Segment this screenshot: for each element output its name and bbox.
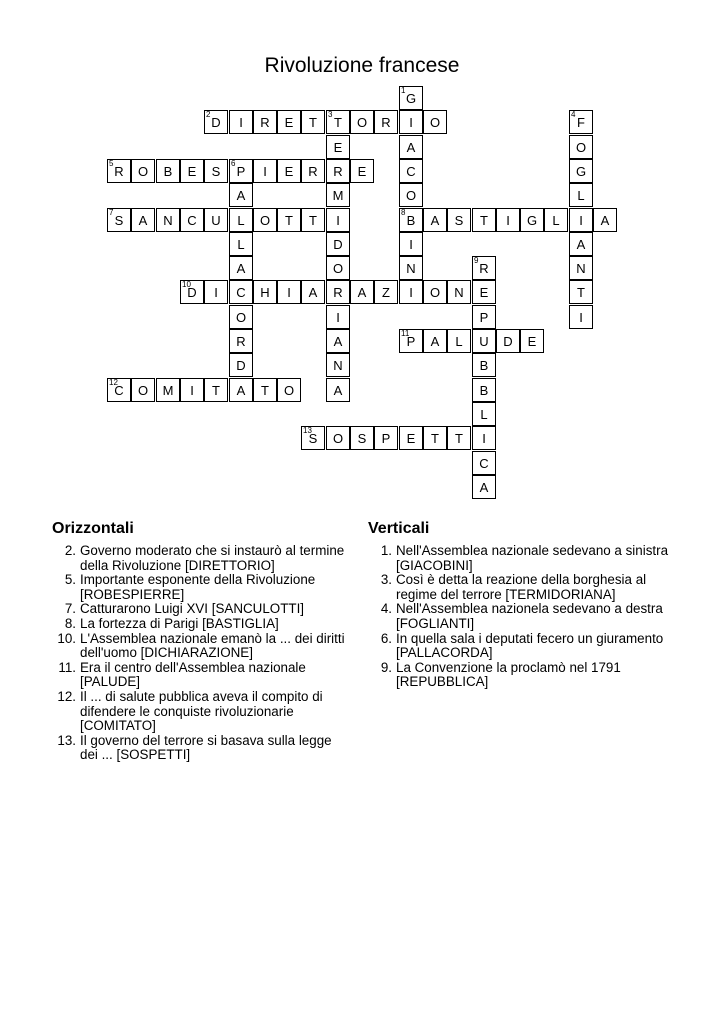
cell-letter: N bbox=[454, 285, 464, 300]
cell-letter: R bbox=[308, 164, 318, 179]
cell-letter: C bbox=[187, 213, 197, 228]
across-clue bbox=[52, 573, 352, 602]
grid-cell[interactable] bbox=[229, 353, 253, 377]
cell-letter: U bbox=[211, 213, 221, 228]
clue-number: 7 bbox=[109, 208, 114, 217]
clue-number: 12 bbox=[109, 378, 118, 387]
cell-letter: I bbox=[409, 237, 413, 252]
grid-cell[interactable] bbox=[423, 329, 447, 353]
cell-letter: I bbox=[263, 164, 267, 179]
down-clue bbox=[368, 544, 668, 573]
down-clue bbox=[368, 573, 668, 602]
grid-cell[interactable] bbox=[277, 378, 301, 402]
grid-cell[interactable] bbox=[253, 110, 277, 134]
clue-text: Nell'Assemblea nazionale sedevano a sinistra [GIACOBINI] bbox=[396, 543, 669, 573]
grid-cell[interactable] bbox=[326, 426, 350, 450]
cell-letter: C bbox=[479, 456, 489, 471]
grid-cell[interactable] bbox=[326, 353, 350, 377]
cell-letter: E bbox=[479, 285, 489, 300]
cell-letter: B bbox=[479, 358, 489, 373]
grid-cell[interactable] bbox=[399, 86, 423, 110]
grid-cell[interactable] bbox=[301, 280, 325, 304]
cell-letter: E bbox=[406, 431, 416, 446]
cell-letter: T bbox=[455, 431, 463, 446]
grid-cell[interactable] bbox=[301, 208, 325, 232]
cell-letter: A bbox=[236, 261, 246, 276]
cell-letter: E bbox=[357, 164, 367, 179]
cell-letter: E bbox=[187, 164, 197, 179]
across-clue bbox=[52, 544, 352, 573]
cell-letter: T bbox=[309, 115, 317, 130]
cell-letter: S bbox=[357, 431, 367, 446]
grid-cell[interactable] bbox=[423, 110, 447, 134]
cell-letter: E bbox=[333, 140, 343, 155]
cell-letter: E bbox=[284, 115, 294, 130]
cell-letter: I bbox=[336, 213, 340, 228]
clue-text: Il governo del terrore si basava sulla legge dei ... [SOSPETTI] bbox=[80, 732, 332, 763]
cell-letter: T bbox=[480, 213, 488, 228]
grid-cell[interactable] bbox=[326, 183, 350, 207]
grid-cell[interactable] bbox=[204, 280, 228, 304]
cell-letter: O bbox=[259, 213, 271, 228]
clue-text: Importante esponente della Rivoluzione [ROBESPIERRE] bbox=[80, 572, 316, 602]
grid-cell[interactable] bbox=[399, 232, 423, 256]
grid-cell[interactable] bbox=[472, 256, 496, 280]
clue-number: 9 bbox=[474, 256, 479, 265]
across-clue bbox=[52, 661, 352, 690]
cell-letter: A bbox=[333, 383, 343, 398]
cell-letter: L bbox=[552, 213, 560, 228]
cell-letter: D bbox=[333, 237, 343, 252]
cell-letter: A bbox=[600, 213, 610, 228]
cell-letter: S bbox=[454, 213, 464, 228]
grid-cell[interactable] bbox=[180, 208, 204, 232]
clue-text: Governo moderato che si instaurò al termine della Rivoluzione [DIRETTORIO] bbox=[80, 543, 345, 573]
grid-cell[interactable] bbox=[326, 110, 350, 134]
clue-number-label: 7. bbox=[64, 601, 76, 617]
cell-letter: O bbox=[137, 383, 149, 398]
grid-cell[interactable] bbox=[569, 305, 593, 329]
cell-letter: I bbox=[409, 115, 413, 130]
grid-cell[interactable] bbox=[253, 208, 277, 232]
grid-cell[interactable] bbox=[301, 110, 325, 134]
grid-cell[interactable] bbox=[472, 378, 496, 402]
cell-letter: L bbox=[577, 188, 585, 203]
cell-letter: D bbox=[211, 115, 221, 130]
grid-cell[interactable] bbox=[496, 208, 520, 232]
grid-cell[interactable] bbox=[277, 110, 301, 134]
clue-number-label: 12. bbox=[57, 688, 76, 704]
clue-number: 3 bbox=[328, 110, 333, 119]
grid-cell[interactable] bbox=[229, 329, 253, 353]
cell-letter: M bbox=[162, 383, 174, 398]
cell-letter: H bbox=[260, 285, 270, 300]
cell-letter: R bbox=[381, 115, 391, 130]
grid-cell[interactable] bbox=[180, 378, 204, 402]
clue-text: La Convenzione la proclamò nel 1791 [REPUBBLICA] bbox=[396, 659, 621, 690]
cell-letter: O bbox=[405, 188, 417, 203]
clue-text: In quella sala i deputati fecero un giuramento [PALLACORDA] bbox=[396, 630, 664, 661]
grid-cell[interactable] bbox=[326, 135, 350, 159]
cell-letter: L bbox=[455, 334, 463, 349]
across-heading: Orizzontali bbox=[52, 520, 134, 537]
grid-cell[interactable] bbox=[447, 426, 471, 450]
cell-letter: O bbox=[332, 261, 344, 276]
cell-letter: T bbox=[212, 383, 220, 398]
cell-letter: T bbox=[261, 383, 269, 398]
grid-cell[interactable] bbox=[204, 110, 228, 134]
cell-letter: T bbox=[309, 213, 317, 228]
clue-text: Catturarono Luigi XVI [SANCULOTTI] bbox=[80, 601, 305, 617]
cell-letter: D bbox=[236, 358, 246, 373]
cell-letter: E bbox=[284, 164, 294, 179]
grid-cell[interactable] bbox=[277, 280, 301, 304]
grid-cell[interactable] bbox=[399, 110, 423, 134]
grid-cell[interactable] bbox=[350, 110, 374, 134]
clue-number: 4 bbox=[571, 110, 576, 119]
cell-letter: A bbox=[236, 383, 246, 398]
cell-letter: A bbox=[138, 213, 148, 228]
clue-text: La fortezza di Parigi [BASTIGLIA] bbox=[80, 615, 279, 631]
grid-cell[interactable] bbox=[326, 329, 350, 353]
cell-letter: R bbox=[479, 261, 489, 276]
cell-letter: D bbox=[503, 334, 513, 349]
grid-cell[interactable] bbox=[569, 110, 593, 134]
grid-cell[interactable] bbox=[399, 426, 423, 450]
clue-number-label: 5. bbox=[64, 572, 76, 588]
grid-cell[interactable] bbox=[180, 159, 204, 183]
grid-cell[interactable] bbox=[326, 159, 350, 183]
cell-letter: S bbox=[211, 164, 221, 179]
clue-number-label: 10. bbox=[57, 630, 76, 646]
grid-cell[interactable] bbox=[569, 232, 593, 256]
cell-letter: A bbox=[576, 237, 586, 252]
across-clue bbox=[52, 602, 352, 617]
clue-number: 1 bbox=[401, 86, 406, 95]
grid-cell[interactable] bbox=[253, 378, 277, 402]
cell-letter: D bbox=[187, 285, 197, 300]
across-clue-list bbox=[52, 544, 352, 763]
cell-letter: T bbox=[431, 431, 439, 446]
grid-cell[interactable] bbox=[569, 159, 593, 183]
grid-cell[interactable] bbox=[229, 378, 253, 402]
cell-letter: C bbox=[406, 164, 416, 179]
cell-letter: R bbox=[236, 334, 246, 349]
page-title: Rivoluzione francese bbox=[264, 54, 460, 77]
cell-letter: T bbox=[577, 285, 585, 300]
clue-number: 11 bbox=[401, 329, 410, 338]
grid-cell[interactable] bbox=[107, 159, 131, 183]
cell-letter: A bbox=[308, 285, 318, 300]
grid-cell[interactable] bbox=[326, 378, 350, 402]
grid-cell[interactable] bbox=[399, 208, 423, 232]
grid-cell[interactable] bbox=[399, 329, 423, 353]
cell-letter: I bbox=[579, 213, 583, 228]
grid-cell[interactable] bbox=[229, 183, 253, 207]
grid-cell[interactable] bbox=[423, 280, 447, 304]
grid-cell[interactable] bbox=[544, 208, 568, 232]
down-clue-list bbox=[368, 544, 668, 690]
clue-number: 10 bbox=[182, 280, 191, 289]
grid-cell[interactable] bbox=[326, 256, 350, 280]
grid-cell[interactable] bbox=[472, 280, 496, 304]
cell-letter: S bbox=[308, 431, 318, 446]
grid-cell[interactable] bbox=[229, 256, 253, 280]
grid-cell[interactable] bbox=[301, 159, 325, 183]
grid-cell[interactable] bbox=[204, 378, 228, 402]
cell-letter: O bbox=[235, 310, 247, 325]
grid-cell[interactable] bbox=[156, 378, 180, 402]
grid-cell[interactable] bbox=[569, 135, 593, 159]
cell-letter: T bbox=[334, 115, 342, 130]
clue-number: 8 bbox=[401, 208, 406, 217]
grid-cell[interactable] bbox=[131, 378, 155, 402]
cell-letter: O bbox=[137, 164, 149, 179]
cell-letter: A bbox=[430, 213, 440, 228]
grid-cell[interactable] bbox=[350, 280, 374, 304]
down-clue bbox=[368, 632, 668, 661]
grid-cell[interactable] bbox=[131, 208, 155, 232]
clue-number-label: 3. bbox=[380, 572, 392, 588]
cell-letter: L bbox=[237, 213, 245, 228]
cell-letter: O bbox=[332, 431, 344, 446]
cell-letter: A bbox=[479, 480, 489, 495]
grid-cell[interactable] bbox=[399, 256, 423, 280]
cell-letter: G bbox=[405, 91, 417, 106]
grid-cell[interactable] bbox=[229, 159, 253, 183]
cell-letter: O bbox=[429, 115, 441, 130]
clue-number-label: 9. bbox=[380, 659, 392, 675]
grid-cell[interactable] bbox=[447, 329, 471, 353]
cell-letter: O bbox=[356, 115, 368, 130]
grid-cell[interactable] bbox=[399, 183, 423, 207]
grid-cell[interactable] bbox=[399, 280, 423, 304]
cell-letter: I bbox=[506, 213, 510, 228]
grid-cell[interactable] bbox=[253, 159, 277, 183]
grid-cell[interactable] bbox=[472, 353, 496, 377]
cell-letter: R bbox=[260, 115, 270, 130]
grid-cell[interactable] bbox=[156, 208, 180, 232]
grid-cell[interactable] bbox=[472, 305, 496, 329]
grid-cell[interactable] bbox=[472, 426, 496, 450]
grid-cell[interactable] bbox=[472, 475, 496, 499]
clue-text: Così è detta la reazione della borghesia al regime del terrore [TERMIDORIANA] bbox=[396, 572, 647, 602]
grid-cell[interactable] bbox=[447, 280, 471, 304]
grid-cell[interactable] bbox=[229, 110, 253, 134]
clue-number: 13 bbox=[303, 426, 312, 435]
grid-cell[interactable] bbox=[374, 426, 398, 450]
cell-letter: L bbox=[480, 407, 488, 422]
clue-number-label: 11. bbox=[58, 659, 76, 675]
across-clue bbox=[52, 617, 352, 632]
clue-text: Era il centro dell'Assemblea nazionale [PALUDE] bbox=[80, 659, 306, 690]
cell-letter: P bbox=[236, 164, 246, 179]
grid-cell[interactable] bbox=[423, 208, 447, 232]
cell-letter: C bbox=[236, 285, 246, 300]
cell-letter: A bbox=[236, 188, 246, 203]
grid-cell[interactable] bbox=[423, 426, 447, 450]
grid-cell[interactable] bbox=[107, 378, 131, 402]
grid-cell[interactable] bbox=[374, 280, 398, 304]
grid-cell[interactable] bbox=[229, 208, 253, 232]
down-clue bbox=[368, 661, 668, 690]
across-clue bbox=[52, 690, 352, 734]
grid-cell[interactable] bbox=[107, 208, 131, 232]
clue-number: 5 bbox=[109, 159, 114, 168]
grid-cell[interactable] bbox=[472, 451, 496, 475]
grid-cell[interactable] bbox=[399, 159, 423, 183]
grid-cell[interactable] bbox=[277, 208, 301, 232]
cell-letter: R bbox=[114, 164, 124, 179]
clue-text: Il ... di salute pubblica aveva il compito di difendere le conquiste rivoluzionarie [COMITATO] bbox=[80, 688, 323, 734]
cell-letter: I bbox=[287, 285, 291, 300]
cell-letter: G bbox=[575, 164, 587, 179]
grid-cell[interactable] bbox=[180, 280, 204, 304]
grid-cell[interactable] bbox=[472, 402, 496, 426]
clue-number-label: 13. bbox=[57, 732, 76, 748]
grid-cell[interactable] bbox=[326, 232, 350, 256]
cell-letter: A bbox=[406, 140, 416, 155]
grid-cell[interactable] bbox=[350, 426, 374, 450]
cell-letter: B bbox=[163, 164, 173, 179]
grid-cell[interactable] bbox=[472, 329, 496, 353]
grid-cell[interactable] bbox=[569, 183, 593, 207]
grid-cell[interactable] bbox=[229, 280, 253, 304]
grid-cell[interactable] bbox=[569, 208, 593, 232]
grid-cell[interactable] bbox=[472, 208, 496, 232]
across-clue bbox=[52, 632, 352, 661]
grid-cell[interactable] bbox=[326, 208, 350, 232]
cell-letter: I bbox=[579, 310, 583, 325]
cell-letter: B bbox=[406, 213, 416, 228]
grid-cell[interactable] bbox=[326, 280, 350, 304]
cell-letter: O bbox=[429, 285, 441, 300]
cell-letter: I bbox=[214, 285, 218, 300]
cell-letter: G bbox=[526, 213, 538, 228]
cell-letter: Z bbox=[382, 285, 390, 300]
cell-letter: N bbox=[576, 261, 586, 276]
grid-cell[interactable] bbox=[569, 256, 593, 280]
cell-letter: I bbox=[336, 310, 340, 325]
grid-cell[interactable] bbox=[447, 208, 471, 232]
across-clues-section bbox=[52, 518, 352, 763]
down-heading: Verticali bbox=[368, 520, 430, 537]
cell-letter: M bbox=[332, 188, 344, 203]
grid-cell[interactable] bbox=[156, 159, 180, 183]
across-clue bbox=[52, 734, 352, 763]
grid-cell[interactable] bbox=[399, 135, 423, 159]
grid-cell[interactable] bbox=[301, 426, 325, 450]
down-clues-section bbox=[368, 518, 668, 690]
cell-letter: U bbox=[479, 334, 489, 349]
grid-cell[interactable] bbox=[520, 208, 544, 232]
clue-number-label: 8. bbox=[64, 615, 76, 631]
grid-cell[interactable] bbox=[593, 208, 617, 232]
cell-letter: S bbox=[114, 213, 124, 228]
grid-cell[interactable] bbox=[326, 305, 350, 329]
cell-letter: C bbox=[114, 383, 124, 398]
cell-letter: L bbox=[237, 237, 245, 252]
cell-letter: N bbox=[333, 358, 343, 373]
clue-text: L'Assemblea nazionale emanò la ... dei diritti dell'uomo [DICHIARAZIONE] bbox=[80, 630, 345, 661]
grid-cell[interactable] bbox=[131, 159, 155, 183]
cell-letter: A bbox=[333, 334, 343, 349]
cell-letter: N bbox=[406, 261, 416, 276]
cell-letter: I bbox=[239, 115, 243, 130]
cell-letter: O bbox=[283, 383, 295, 398]
cell-letter: P bbox=[381, 431, 391, 446]
cell-letter: I bbox=[409, 285, 413, 300]
clue-number-label: 6. bbox=[380, 630, 392, 646]
grid-cell[interactable] bbox=[350, 159, 374, 183]
clue-number: 2 bbox=[206, 110, 211, 119]
cell-letter: B bbox=[479, 383, 489, 398]
grid-cell[interactable] bbox=[253, 280, 277, 304]
clue-text: Nell'Assemblea nazionela sedevano a destra [FOGLIANTI] bbox=[396, 601, 663, 631]
grid-cell[interactable] bbox=[569, 280, 593, 304]
cell-letter: P bbox=[406, 334, 416, 349]
cell-letter: P bbox=[479, 310, 489, 325]
grid-cell[interactable] bbox=[374, 110, 398, 134]
cell-letter: I bbox=[190, 383, 194, 398]
cell-letter: R bbox=[333, 285, 343, 300]
cell-letter: I bbox=[482, 431, 486, 446]
grid-cell[interactable] bbox=[204, 159, 228, 183]
cell-letter: E bbox=[527, 334, 537, 349]
clue-number-label: 4. bbox=[380, 601, 392, 617]
grid-cell[interactable] bbox=[204, 208, 228, 232]
grid-cell[interactable] bbox=[277, 159, 301, 183]
grid-cell[interactable] bbox=[496, 329, 520, 353]
grid-cell[interactable] bbox=[229, 305, 253, 329]
cell-letter: F bbox=[577, 115, 585, 130]
clue-number: 6 bbox=[231, 159, 236, 168]
down-clue bbox=[368, 602, 668, 631]
cell-letter: O bbox=[575, 140, 587, 155]
grid-cell[interactable] bbox=[520, 329, 544, 353]
clue-number-label: 1. bbox=[380, 543, 392, 558]
cell-letter: T bbox=[285, 213, 293, 228]
cell-letter: N bbox=[163, 213, 173, 228]
cell-letter: R bbox=[333, 164, 343, 179]
cell-letter: A bbox=[357, 285, 367, 300]
cell-letter: A bbox=[430, 334, 440, 349]
grid-cell[interactable] bbox=[229, 232, 253, 256]
clue-number-label: 2. bbox=[64, 543, 76, 558]
